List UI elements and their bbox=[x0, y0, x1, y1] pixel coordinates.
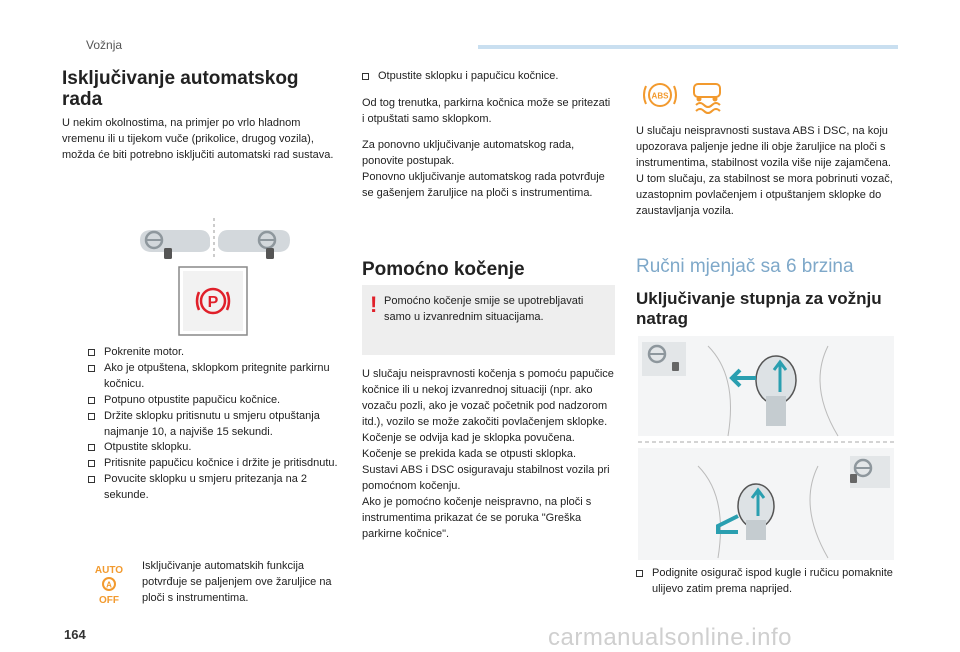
middle-paragraph-2: Za ponovno uključivanje automatskog rada, ponovite postupak. Ponovno uključivanje automatskog rada potvrđuje se gašenjem žaruljice na ploči s instrumentima. bbox=[362, 139, 605, 199]
abs-icon: ABS bbox=[651, 91, 669, 101]
list-item: Pokrenite motor. bbox=[88, 345, 338, 361]
abs-dsc-warning-icons bbox=[640, 75, 730, 115]
warning-text: Pomoćno kočenje smije se upotrebljavati samo u izvanrednim situacijama. bbox=[384, 295, 584, 323]
emergency-braking-body: U slučaju neispravnosti kočenja s pomoću papučice kočnice ili u nekoj izvanrednoj situaciji (npr. ako vozaču pozli, ako je vozač početnik pod nadzorom itd.), vozilo se može zakočiti povlačenjem sklopke. Kočenje se odvija kad je sklopka povučena. Kočenje se prekida kada se otpusti sklopka. Sustavi ABS i DSC osiguravaju stabilnost vozila pri pomoćnom kočenju. Ako je pomoćno kočenje neispravno, na ploči s instrumentima prikazat će se poruka "Greška parkirne kočnice". bbox=[362, 368, 614, 540]
list-item: Otpustite sklopku i papučicu kočnice. bbox=[362, 69, 612, 85]
intro-paragraph: U nekim okolnostima, na primjer po vrlo hladnom vremenu ili u tijekom vuče (prikolice, drugog vozila), možda će biti potrebno isključiti automatski rad sustava. bbox=[62, 117, 334, 161]
section-title-auto-off: Isključivanje automatskog rada bbox=[62, 68, 299, 110]
svg-text:AUTO: AUTO bbox=[94, 565, 124, 576]
svg-text:A: A bbox=[106, 580, 112, 590]
watermark: carmanualsonline.info bbox=[548, 624, 792, 651]
abs-dsc-paragraph: U slučaju neispravnosti sustava ABS i DSC, na koju upozorava paljenje jedne ili obje žaruljice na ploči s instrumentima, stabilnost vozila više nije zajamčena. U tom slučaju, za stabilnost se mora pobrinuti vozač, uzastopnim povlačenjem i otpuštanjem sklopke do zaustavljanja vozila. bbox=[636, 125, 893, 217]
warning-exclamation-icon: ! bbox=[370, 292, 378, 317]
section-title-reverse: Uključivanje stupnja za vožnju natrag bbox=[636, 289, 882, 328]
auto-off-steps bbox=[88, 345, 338, 504]
list-item: Pritisnite papučicu kočnice i držite je pritisdnutu. bbox=[88, 456, 338, 472]
page-number: 164 bbox=[64, 627, 86, 642]
auto-off-note: Isključivanje automatskih funkcija potvrđuje se paljenjem ove žaruljice na ploči s instrumentima. bbox=[142, 560, 332, 604]
reverse-gear-illustration bbox=[638, 336, 894, 560]
svg-text:OFF: OFF bbox=[99, 595, 119, 606]
list-item: Potpuno otpustite papučicu kočnice. bbox=[88, 393, 338, 409]
middle-step-list bbox=[362, 69, 612, 85]
list-item: Ako je otpuštena, sklopkom pritegnite parkirnu kočnicu. bbox=[88, 361, 338, 393]
list-item: Otpustite sklopku. bbox=[88, 440, 338, 456]
parking-symbol: P bbox=[207, 294, 219, 311]
list-item: Držite sklopku pritisnutu u smjeru otpuštanja najmanje 10, a najviše 15 sekundi. bbox=[88, 409, 338, 441]
section-title-gearbox: Ručni mjenjač sa 6 brzina bbox=[636, 256, 854, 277]
section-title-emergency-braking: Pomoćno kočenje bbox=[362, 259, 525, 280]
reverse-steps bbox=[636, 566, 898, 598]
middle-paragraph-1: Od tog trenutka, parkirna kočnica može se pritezati i otpuštati samo sklopkom. bbox=[362, 97, 611, 125]
auto-off-warning-icon bbox=[90, 562, 128, 606]
header-accent-bar bbox=[478, 45, 898, 49]
running-header: Vožnja bbox=[86, 38, 123, 52]
list-item: Podignite osigurač ispod kugle i ručicu pomaknite ulijevo zatim prema naprijed. bbox=[636, 566, 898, 598]
parking-brake-switch-illustration bbox=[130, 218, 300, 338]
list-item: Povucite sklopku u smjeru pritezanja na 2 sekunde. bbox=[88, 472, 338, 504]
